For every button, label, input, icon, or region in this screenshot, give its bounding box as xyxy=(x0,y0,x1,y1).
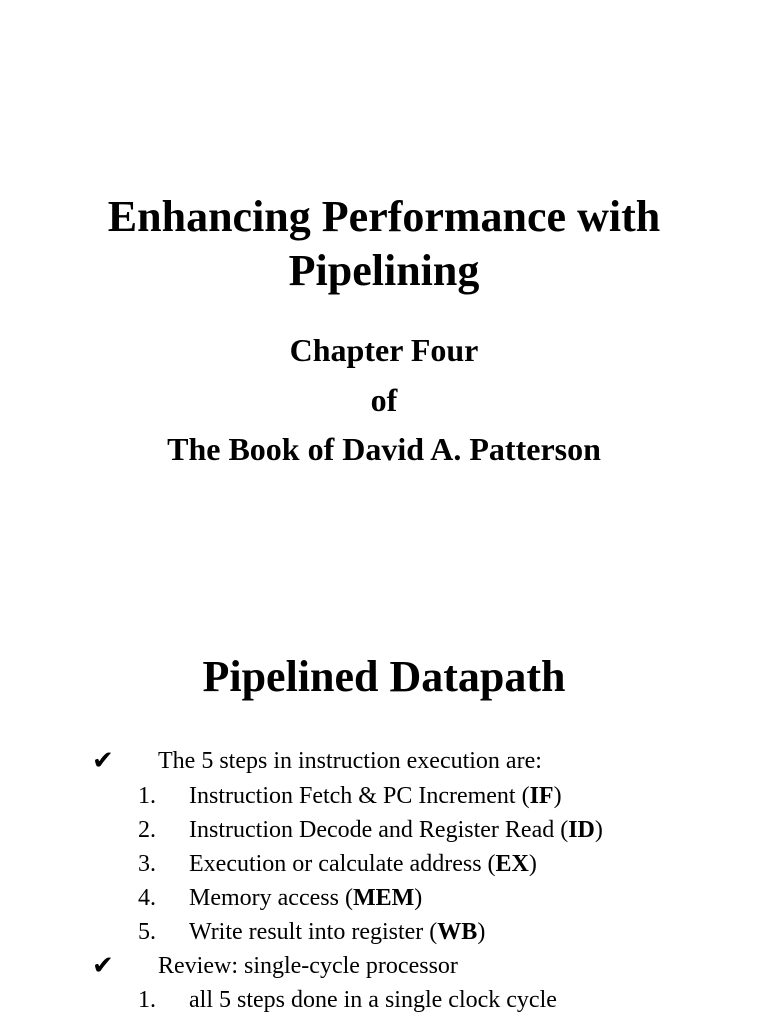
list-item xyxy=(0,983,768,1017)
list-item xyxy=(0,813,768,847)
step-abbreviation: EX xyxy=(495,851,529,877)
list-number: 1. xyxy=(138,987,156,1013)
book-author-label: The Book of David A. Patterson xyxy=(167,431,601,467)
slide-title xyxy=(0,190,768,298)
bullet-review xyxy=(0,949,768,983)
step-abbreviation: ID xyxy=(568,817,595,843)
title-line-2: Pipelining xyxy=(288,246,480,295)
step-abbreviation: WB xyxy=(437,919,478,945)
list-number: 1. xyxy=(138,783,156,809)
step-abbreviation: IF xyxy=(529,783,554,809)
list-text: Write result into register (WB) xyxy=(189,919,486,945)
check-icon: ✔ xyxy=(92,746,114,776)
bullet-steps xyxy=(0,744,768,778)
list-text: Execution or calculate address (EX) xyxy=(189,851,537,877)
bullet-text: The 5 steps in instruction execution are: xyxy=(158,748,542,774)
list-number: 5. xyxy=(138,919,156,945)
list-item xyxy=(0,847,768,881)
list-item xyxy=(0,881,768,915)
check-icon: ✔ xyxy=(92,951,114,981)
step-abbreviation: MEM xyxy=(352,885,415,911)
list-text: all 5 steps done in a single clock cycle xyxy=(189,987,557,1013)
list-number: 4. xyxy=(138,885,156,911)
chapter-label: Chapter Four xyxy=(289,332,479,368)
list-text: Instruction Fetch & PC Increment (IF) xyxy=(189,783,562,809)
section-title: Pipelined Datapath xyxy=(202,652,566,701)
list-text: Instruction Decode and Register Read (ID) xyxy=(189,817,603,843)
list-number: 2. xyxy=(138,817,156,843)
list-item xyxy=(0,779,768,813)
list-number: 3. xyxy=(138,851,156,877)
list-text: Memory access (MEM) xyxy=(189,885,423,911)
bullet-text: Review: single-cycle processor xyxy=(158,953,458,979)
of-label: of xyxy=(370,382,398,418)
title-line-1: Enhancing Performance with xyxy=(107,192,661,241)
list-item xyxy=(0,915,768,949)
